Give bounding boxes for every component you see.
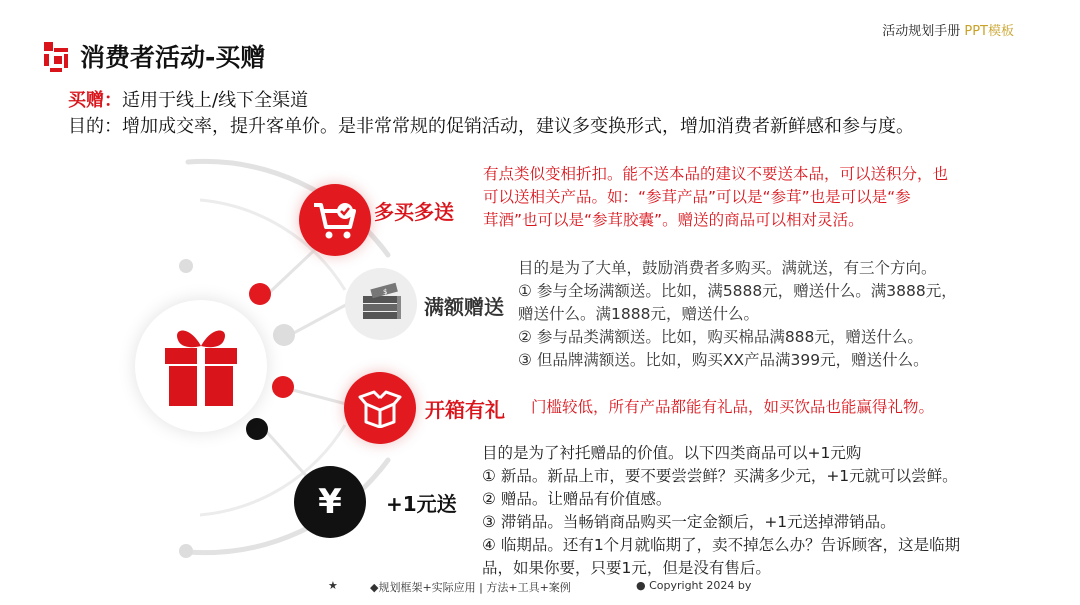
item-desc-plus-one — [482, 442, 960, 580]
yen-icon: ¥ — [318, 482, 342, 522]
deco-dot — [249, 283, 271, 305]
svg-text:$: $ — [383, 288, 388, 296]
desc-line: ④ 临期品。还有1个月就临期了，卖不掉怎么办？告诉顾客，这是临期 — [482, 536, 961, 554]
icon-circle-open-box — [344, 372, 416, 444]
open-box-icon — [358, 388, 402, 428]
intro-text: 适用于线上/线下全渠道 — [122, 90, 309, 111]
desc-line: ② 赠品。让赠品有价值感。 — [482, 490, 672, 508]
desc-line: 有点类似变相折扣。能不送本品的建议不要送本品，可以送积分，也 — [483, 165, 949, 183]
footer-copyright: ● Copyright 2024 by — [636, 579, 752, 592]
shopping-cart-check-icon — [312, 199, 358, 241]
intro-label: 买赠： — [68, 90, 122, 111]
item-label-spend-gift: 满额赠送 — [424, 295, 504, 319]
deco-dot — [179, 259, 193, 273]
item-desc-buy-more — [483, 163, 948, 232]
icon-circle-buy-more — [299, 184, 371, 256]
deco-dot — [273, 324, 295, 346]
desc-line: ③ 但品牌满额送。比如，购买XX产品满399元，赠送什么。 — [518, 351, 929, 369]
purpose-line: 目的：增加成交率，提升客单价。是非常常规的促销活动，建议多变换形式，增加消费者新鲜感和参与度。 — [68, 116, 914, 137]
desc-line: 茸酒”也可以是“参茸胶囊”。赠送的商品可以相对灵活。 — [483, 211, 864, 229]
top-label-main: 活动规划手册 — [882, 24, 961, 39]
desc-line: 门槛较低，所有产品都能有礼品，如买饮品也能赢得礼物。 — [531, 398, 935, 416]
desc-line: 目的是为了大单，鼓励消费者多购买。满就送，有三个方向。 — [518, 259, 937, 277]
item-label-buy-more: 多买多送 — [374, 200, 454, 224]
icon-circle-spend-gift — [345, 268, 417, 340]
desc-line: ③ 滞销品。当畅销商品购买一定金额后，+1元送掉滞销品。 — [482, 513, 896, 531]
desc-line: 品，如果你要，只要1元，但是没有售后。 — [482, 559, 771, 577]
desc-line: ① 参与全场满额送。比如，满5888元，赠送什么。满3888元， — [518, 282, 957, 300]
desc-line: ① 新品。新品上市，要不要尝尝鲜？买满多少元，+1元就可以尝鲜。 — [482, 467, 958, 485]
deco-dot — [246, 418, 268, 440]
desc-line: 目的是为了衬托赠品的价值。以下四类商品可以+1元购 — [482, 444, 862, 462]
desc-line: 赠送什么。满1888元，赠送什么。 — [518, 305, 759, 323]
footer-middle: ◆规划框架+实际应用 | 方法+工具+案例 — [370, 581, 571, 594]
desc-line: ② 参与品类满额送。比如，购买棉品满888元，赠送什么。 — [518, 328, 923, 346]
footer-star: ★ — [328, 579, 338, 592]
money-stack-icon — [357, 282, 405, 326]
page-title: 消费者活动-买赠 — [80, 43, 266, 72]
item-desc-spend-gift — [518, 257, 957, 372]
deco-dot — [272, 376, 294, 398]
item-label-open-box: 开箱有礼 — [425, 398, 505, 422]
item-label-plus-one: +1元送 — [386, 492, 457, 516]
gift-icon — [163, 322, 239, 408]
item-desc-open-box — [531, 396, 934, 419]
desc-line: 可以送相关产品。如：“参茸产品”可以是“参茸”也是可以是“参 — [483, 188, 911, 206]
deco-dot — [179, 544, 193, 558]
top-label-accent: PPT模板 — [964, 24, 1014, 39]
icon-circle-plus-one — [294, 466, 366, 538]
gift-circle — [135, 300, 267, 432]
